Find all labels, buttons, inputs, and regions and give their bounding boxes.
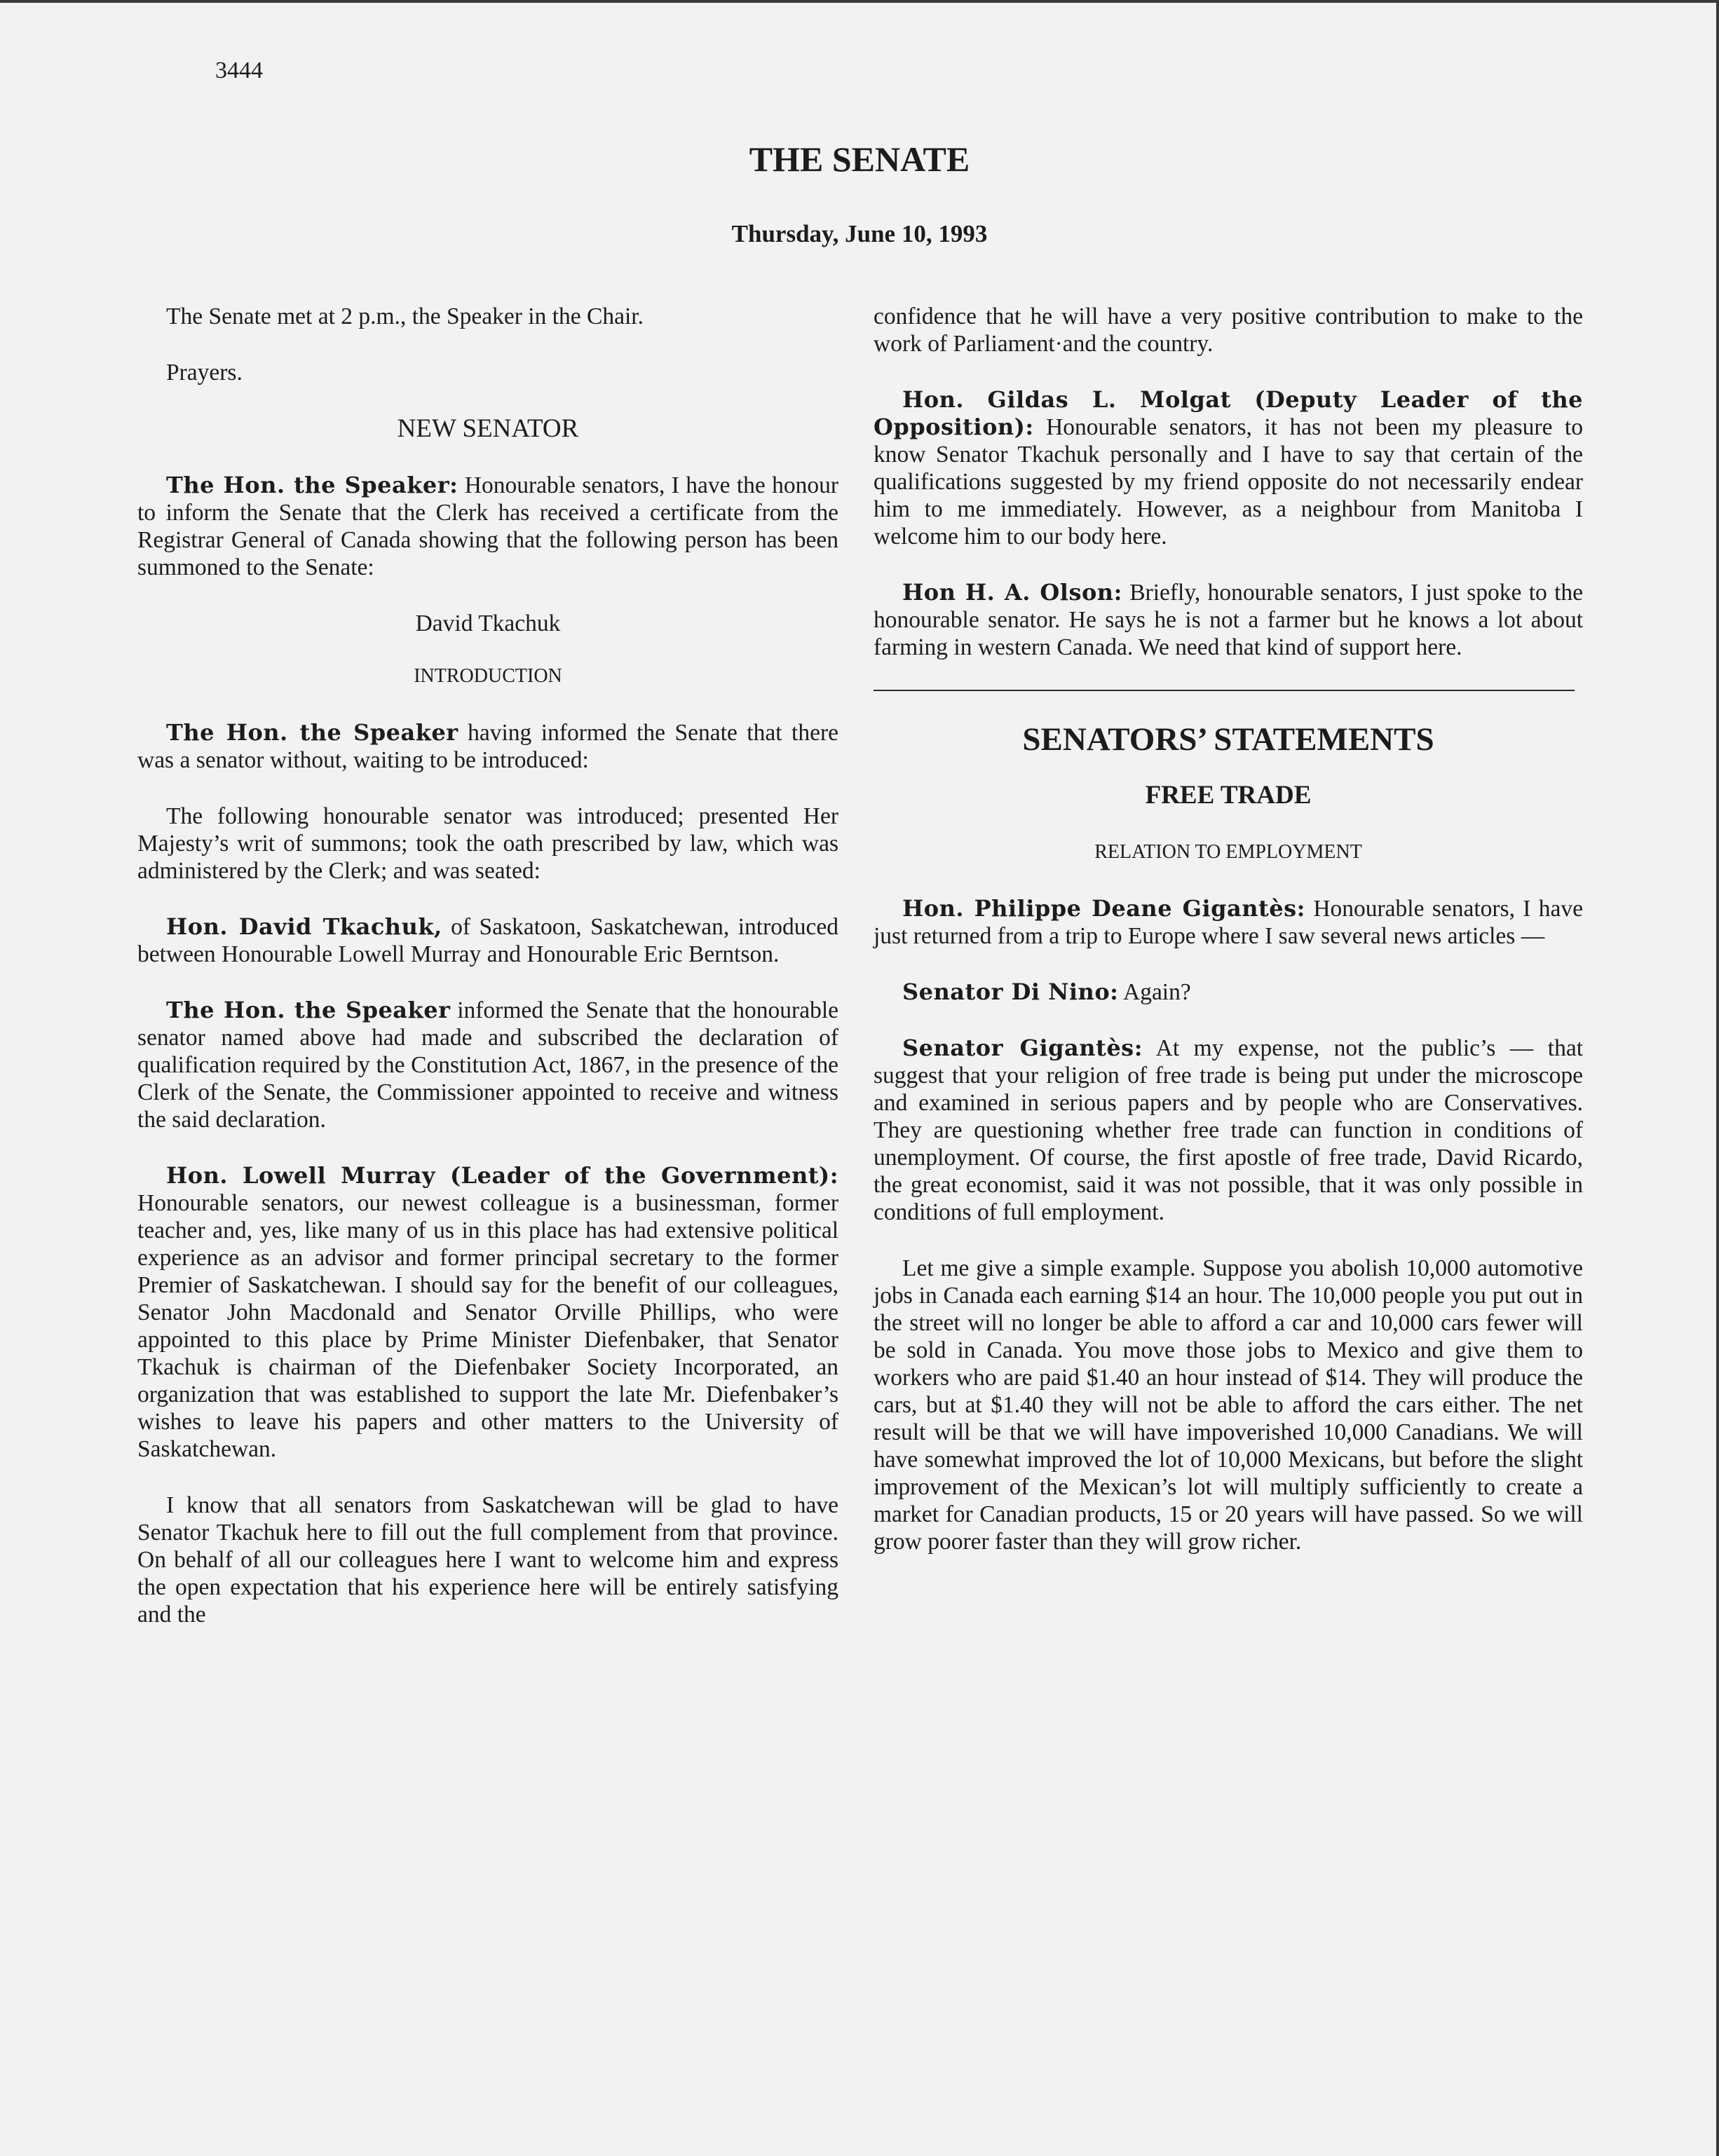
paragraph (137, 997, 838, 1133)
paragraph-text: At my expense, not the public’s — that suggest that your religion of free trade is being put under the microscope and examined in serious papers and by people who are Conservatives. They are questioning whether free trade can function in conditions of unemployment. Of course, the first apostle of free trade, David Ricardo, the great economist, said it was not possible, that it was only possible in conditions of full employment. (874, 1035, 1583, 1225)
paragraph-text: informed the Senate that the honourable senator named above had made and subscribed the declaration of qualification required by the Constitution Act, 1867, in the presence of the Clerk of the Senate, the Commissioner appointed to receive and witness the said declaration. (137, 997, 838, 1133)
paragraph: confidence that he will have a very positive contribution to make to the work of Parliament·and the country. (874, 303, 1583, 357)
paragraph-text: Honourable senators, our newest colleague is a businessman, former teacher and, yes, like many of us in this place has had extensive political experience as an advisor and former principal secretary to the former Premier of Saskatchewan. I should say for the benefit of our colleagues, Senator John Macdonald and Senator Orville Phillips, who were appointed to this place by Prime Minister Diefenbaker, that Senator Tkachuk is chairman of the Diefenbaker Society Incorporated, an organization that was established to support the late Mr. Diefenbaker’s wishes to leave his papers and other matters to the University of Saskatchewan. (137, 1190, 838, 1462)
speaker-name: Hon. Lowell Murray (Leader of the Government): (166, 1162, 838, 1189)
right-column (874, 303, 1583, 1584)
paragraph (874, 978, 1583, 1006)
paragraph-text: Honourable senators, it has not been my pleasure to know Senator Tkachuk personally and I have to say that certain of the qualifications suggested by my friend opposite do not necessarily endear him to me immediately. However, as a neighbour from Manitoba I welcome him to our body here. (874, 414, 1583, 550)
page-title: THE SENATE (749, 139, 970, 179)
paragraph: Let me give a simple example. Suppose you abolish 10,000 automotive jobs in Canada each earning $14 an hour. The 10,000 people you put out in the street will no longer be able to afford a car and 10,000 cars fewer will be sold in Canada. You move those jobs to Mexico and give them to workers who are paid $1.40 an hour instead of $14. They will produce the cars, but at $1.40 they will not be able to afford the cars either. The net result will be that we will have impoverished 10,000 Canadians. We will have somewhat improved the lot of 10,000 Mexicans, but before the slight improvement of the Mexican’s lot will multiply sufficiently to create a market for Canadian products, 15 or 20 years will have passed. So we will grow poorer faster than they will grow richer. (874, 1255, 1583, 1555)
paragraph-text: of Saskatoon, Saskatchewan, introduced between Honourable Lowell Murray and Honourable Eric Berntson. (137, 914, 839, 967)
paragraph (137, 472, 838, 581)
paragraph-text: having informed the Senate that there was a senator without, waiting to be introduced: (137, 720, 838, 773)
sitting-date: Thursday, June 10, 1993 (731, 220, 988, 247)
heading-new-senator: NEW SENATOR (397, 414, 579, 443)
speaker-name: Senator Di Nino: (902, 978, 1119, 1005)
subhead-relation-to-employment: RELATION TO EMPLOYMENT (1094, 841, 1362, 863)
left-column (137, 303, 838, 1657)
subhead-introduction: INTRODUCTION (414, 665, 562, 687)
paragraph-text: Honourable senators, I have the honour to inform the Senate that the Clerk has received a certificate from the Registrar General of Canada showing that the following person has been summoned to the Senate: (137, 472, 838, 580)
speaker-name: Hon H. A. Olson: (902, 579, 1122, 606)
speaker-name: The Hon. the Speaker (166, 719, 458, 746)
speaker-name: Hon. David Tkachuk, (166, 913, 442, 940)
paragraph (137, 719, 838, 774)
section-divider (874, 690, 1575, 691)
prayers-line: Prayers. (166, 360, 243, 386)
paragraph (137, 1162, 838, 1463)
paragraph (137, 913, 838, 968)
speaker-name: The Hon. the Speaker: (166, 472, 458, 498)
paragraph-text: Briefly, honourable senators, I just spoke to the honourable senator. He says he is not a farmer but he knows a lot about farming in western Canada. We need that kind of support here. (874, 580, 1584, 660)
senator-name: David Tkachuk (415, 610, 561, 636)
heading-free-trade: FREE TRADE (1145, 781, 1312, 810)
speaker-name: Hon. Gildas L. Molgat (Deputy Leader of the Opposition): (874, 386, 1583, 440)
paragraph-text: Again? (1118, 979, 1191, 1005)
heading-senators-statements: SENATORS’ STATEMENTS (1022, 721, 1434, 758)
page-number: 3444 (215, 57, 263, 83)
top-border (0, 0, 1719, 3)
speaker-name: The Hon. the Speaker (166, 997, 451, 1023)
paragraph-text: Honourable senators, I have just returned from a trip to Europe where I saw several news articles — (874, 896, 1584, 949)
opening-line: The Senate met at 2 p.m., the Speaker in the Chair. (166, 303, 644, 329)
paragraph (874, 1035, 1583, 1226)
speaker-name: Senator Gigantès: (902, 1035, 1143, 1061)
paragraph (874, 895, 1583, 950)
paragraph (874, 386, 1583, 550)
paragraph: I know that all senators from Saskatchewan will be glad to have Senator Tkachuk here to fill out the full complement from that province. On behalf of all our colleagues here I want to welcome him and express the open expectation that his experience here will be entirely satisfying and the (137, 1492, 838, 1628)
right-border (1716, 0, 1719, 2156)
paragraph: The following honourable senator was introduced; presented Her Majesty’s writ of summons; took the oath prescribed by law, which was administered by the Clerk; and was seated: (137, 803, 838, 884)
paragraph (874, 579, 1583, 661)
speaker-name: Hon. Philippe Deane Gigantès: (902, 895, 1305, 922)
